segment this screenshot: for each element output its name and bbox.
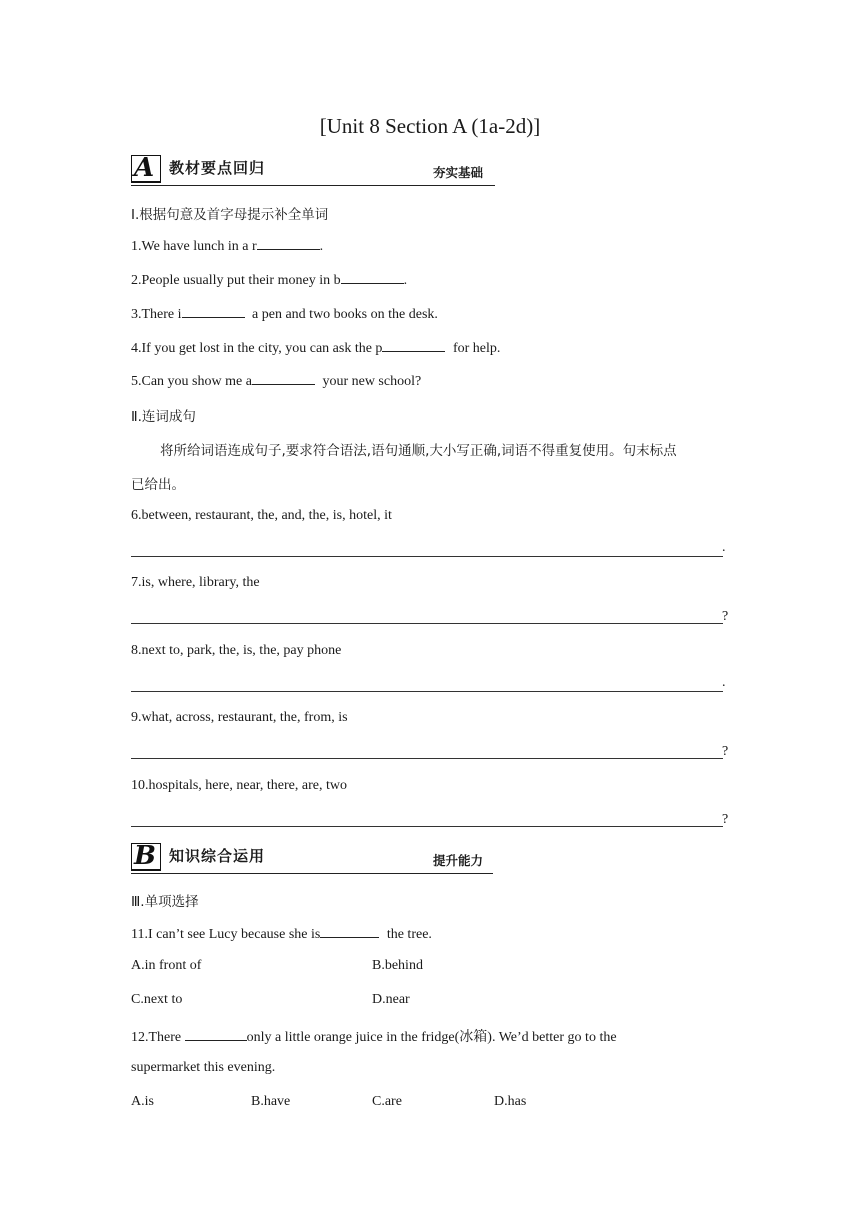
section-a-heading: 教材要点回归 xyxy=(169,159,266,177)
answer-blank[interactable] xyxy=(320,925,379,938)
section-a-tag: 夯实基础 xyxy=(433,165,484,180)
end-punctuation: ? xyxy=(722,744,729,759)
end-punctuation: . xyxy=(722,540,726,555)
answer-blank[interactable] xyxy=(252,372,315,385)
option-11-c[interactable]: C.next to xyxy=(131,992,183,1007)
question-11: 11.I can’t see Lucy because she is the tree. xyxy=(131,927,432,942)
question-2: 2.People usually put their money in b . xyxy=(131,273,408,288)
answer-line[interactable] xyxy=(131,623,723,624)
section-b-banner xyxy=(131,843,493,873)
question-4: 4.If you get lost in the city, you can ask the p for help. xyxy=(131,341,501,356)
answer-blank[interactable] xyxy=(257,237,320,250)
option-11-a[interactable]: A.in front of xyxy=(131,958,202,973)
question-10: 10.hospitals, here, near, there, are, two xyxy=(131,778,347,793)
option-12-c[interactable]: C.are xyxy=(372,1094,402,1109)
answer-line[interactable] xyxy=(131,826,723,827)
answer-blank[interactable] xyxy=(185,1028,247,1041)
page-title: [Unit 8 Section A (1a-2d)] xyxy=(319,114,541,138)
option-11-b[interactable]: B.behind xyxy=(372,958,423,973)
end-punctuation: ? xyxy=(722,812,729,827)
section-a-banner xyxy=(131,155,495,185)
section-b-tag: 提升能力 xyxy=(433,853,484,868)
part3-title: Ⅲ.单项选择 xyxy=(131,894,199,910)
answer-blank[interactable] xyxy=(182,305,245,318)
question-8: 8.next to, park, the, is, the, pay phone xyxy=(131,643,342,658)
part2-instruction-cont: 已给出。 xyxy=(131,477,185,493)
part2-title: Ⅱ.连词成句 xyxy=(131,409,196,425)
question-12-cont: supermarket this evening. xyxy=(131,1060,276,1075)
question-5: 5.Can you show me a your new school? xyxy=(131,374,422,389)
part1-title: Ⅰ.根据句意及首字母提示补全单词 xyxy=(131,207,329,223)
question-9: 9.what, across, restaurant, the, from, is xyxy=(131,710,348,725)
option-11-d[interactable]: D.near xyxy=(372,992,410,1007)
section-a-badge: A xyxy=(131,155,161,183)
part2-instruction: 将所给词语连成句子,要求符合语法,语句通顺,大小写正确,词语不得重复使用。句末标点 xyxy=(160,443,677,459)
answer-line[interactable] xyxy=(131,758,723,759)
section-b-badge: B xyxy=(131,843,161,871)
question-12: 12.There only a little orange juice in the fridge(冰箱). We’d better go to the xyxy=(131,1030,617,1045)
answer-line[interactable] xyxy=(131,556,723,557)
option-12-b[interactable]: B.have xyxy=(251,1094,291,1109)
end-punctuation: . xyxy=(722,675,726,690)
question-1: 1.We have lunch in a r . xyxy=(131,239,324,254)
answer-line[interactable] xyxy=(131,691,723,692)
end-punctuation: ? xyxy=(722,609,729,624)
question-7: 7.is, where, library, the xyxy=(131,575,260,590)
option-12-d[interactable]: D.has xyxy=(494,1094,527,1109)
question-3: 3.There i a pen and two books on the desk. xyxy=(131,307,438,322)
section-a-underline xyxy=(131,185,495,186)
answer-blank[interactable] xyxy=(341,271,404,284)
question-6: 6.between, restaurant, the, and, the, is, hotel, it xyxy=(131,508,392,523)
option-12-a[interactable]: A.is xyxy=(131,1094,154,1109)
section-b-heading: 知识综合运用 xyxy=(169,847,266,865)
answer-blank[interactable] xyxy=(382,339,445,352)
section-b-underline xyxy=(131,873,493,874)
